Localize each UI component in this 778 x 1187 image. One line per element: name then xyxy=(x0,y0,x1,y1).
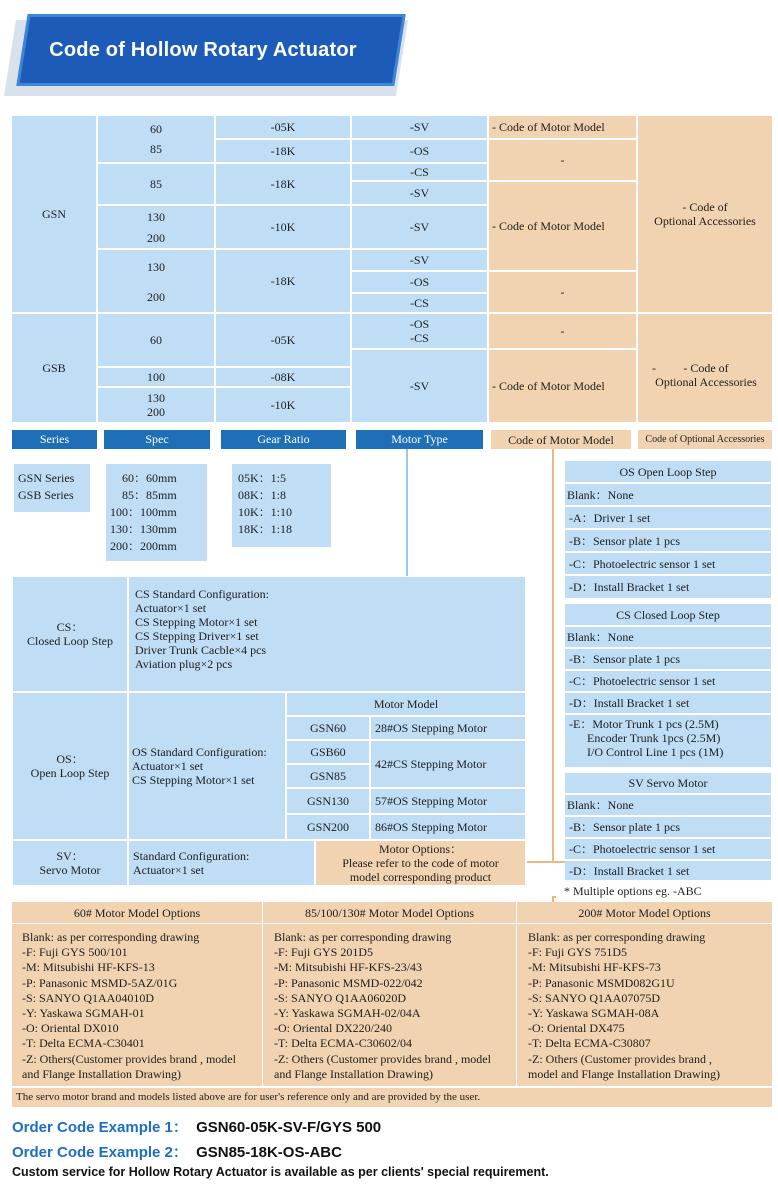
sv-label: SV： Servo Motor xyxy=(12,840,128,886)
motor-type-header: Motor Type xyxy=(356,430,483,449)
cs-description: CS Standard Configuration: Actuator×1 set CS Stepping Motor×1 set CS Stepping Driver×1 set Driver Trunk Cacble×4 pcs Aviation plug×2 pcs xyxy=(128,576,526,692)
type-cell: -OS xyxy=(351,271,488,293)
sv-servo-title: SV Servo Motor xyxy=(565,773,771,794)
model-cell: GSN60 xyxy=(286,716,370,740)
accessory-item: -B：Sensor plate 1 pcs xyxy=(565,530,771,552)
connector-line xyxy=(527,861,565,863)
motor-code-cell: - Code of Motor Model xyxy=(488,181,637,271)
cs-closed-loop-title: CS Closed Loop Step xyxy=(565,604,771,626)
motor-cell: 28#OS Stepping Motor xyxy=(370,716,526,740)
accessory-item: -D：Install Bracket 1 set xyxy=(565,576,771,598)
connector-line xyxy=(406,449,408,576)
series-cell-gsn: GSN xyxy=(11,115,97,313)
spec-cell: 85 xyxy=(97,163,215,205)
series-list xyxy=(14,464,90,512)
list-item: 05K：1:5 xyxy=(238,471,287,485)
order-example-2 xyxy=(12,1141,772,1161)
gear-cell: -18K xyxy=(215,139,351,163)
model-cell: GSN130 xyxy=(286,788,370,814)
accessories-code-cell xyxy=(637,313,773,423)
page-title: Code of Hollow Rotary Actuator xyxy=(49,38,357,61)
type-cell: -SV xyxy=(351,181,488,205)
type-cell: -CS xyxy=(351,163,488,181)
type-cell: -SV xyxy=(351,249,488,271)
spec-cell xyxy=(97,115,215,163)
sv-description: Standard Configuration: Actuator×1 set xyxy=(128,840,315,886)
connector-line xyxy=(554,896,556,898)
accessories-code-cell: - Code of Optional Accessories xyxy=(637,115,773,313)
gear-cell: -05K xyxy=(215,115,351,139)
col-200-title: 200# Motor Model Options xyxy=(517,902,772,924)
col-60-options: Blank: as per corresponding drawing -F: Fuji GYS 500/101 -M: Mitsubishi HF-KFS-13 -P: Panasonic MSMD-5AZ/01G -S: SANYO Q1AA04010D -Y: Yaskawa SGMAH-01 -O: Oriental DX010 -T: Delta ECMA-C30401 -Z: Others(Customer provides brand , model and Flange Installation Drawing) xyxy=(12,924,263,1086)
spec-cell xyxy=(97,249,215,313)
accessory-item: -D：Install Bracket 1 set xyxy=(565,693,771,714)
accessory-item: -C：Photoelectric sensor 1 set xyxy=(565,553,771,575)
spec-cell: 60 xyxy=(97,313,215,367)
col-60-title: 60# Motor Model Options xyxy=(12,902,263,924)
connector-line xyxy=(552,449,554,863)
accessory-item: Blank：None xyxy=(565,795,771,816)
motor-code-cell: - Code of Motor Model xyxy=(488,115,637,139)
motor-code-cell: - xyxy=(488,271,637,313)
type-cell: -SV xyxy=(351,349,488,423)
optional-accessories-code-header: Code of Optional Accessories xyxy=(638,430,772,449)
spec-header: Spec xyxy=(104,430,210,449)
sv-motor-options: Motor Options： Please refer to the code of motor model corresponding product xyxy=(315,840,526,886)
motor-cell: 57#OS Stepping Motor xyxy=(370,788,526,814)
spec-value: 85 xyxy=(150,142,162,156)
multiple-options-note: * Multiple options eg. -ABC xyxy=(564,884,702,898)
list-item: 100：100mm xyxy=(110,505,177,519)
list-item: 200：200mm xyxy=(110,539,177,553)
gear-cell: -10K xyxy=(215,205,351,249)
gear-cell: -10K xyxy=(215,387,351,423)
gear-cell: -18K xyxy=(215,163,351,205)
motor-cell: 86#OS Stepping Motor xyxy=(370,814,526,840)
list-item: 10K：1:10 xyxy=(238,505,293,519)
accessory-item: -E：Motor Trunk 1 pcs (2.5M) Encoder Trunk 1pcs (2.5M) I/O Control Line 1 pcs (1M) xyxy=(565,715,771,767)
type-cell: -OS -CS xyxy=(351,313,488,349)
example-1-code: GSN60-05K-SV-F/GYS 500 xyxy=(196,1119,382,1136)
motor-code-cell: - xyxy=(488,313,637,349)
disclaimer: The servo motor brand and models listed above are for user's reference only and are provided by the user. xyxy=(12,1087,772,1107)
col-200-options: Blank: as per corresponding drawing -F: Fuji GYS 751D5 -M: Mitsubishi HF-KFS-73 -P: Panasonic MSMD082G1U -S: SANYO Q1AA07075D -Y: Yaskawa SGMAH-08A -O: Oriental DX475 -T: Delta ECMA-C30807 -Z: Others (Customer provides brand , model and Flange Installation Drawing) xyxy=(517,924,772,1086)
os-label: OS： Open Loop Step xyxy=(12,692,128,840)
accessory-item: -A：Driver 1 set xyxy=(565,507,771,529)
example-2-label: Order Code Example 2： xyxy=(12,1144,188,1161)
list-item: 60：60mm xyxy=(122,471,177,485)
gear-ratio-list xyxy=(232,464,331,547)
spec-value: 130 xyxy=(147,260,165,274)
os-open-loop-title: OS Open Loop Step xyxy=(565,461,771,483)
motor-cell: 42#CS Stepping Motor xyxy=(370,740,526,788)
accessory-item: Blank：None xyxy=(565,484,771,506)
spec-value: 60 xyxy=(150,122,162,136)
list-item: GSN Series xyxy=(18,471,75,485)
list-item: GSB Series xyxy=(18,488,74,502)
motor-model-header: Motor Model xyxy=(286,692,526,716)
series-cell-gsb: GSB xyxy=(11,313,97,423)
type-cell: -SV xyxy=(351,115,488,139)
series-header: Series xyxy=(12,430,97,449)
spec-value: 200 xyxy=(147,290,165,304)
accessory-item: -C：Photoelectric sensor 1 set xyxy=(565,839,771,860)
spec-cell: 130 200 xyxy=(97,387,215,423)
list-item: 130：130mm xyxy=(110,522,177,536)
model-cell: GSN200 xyxy=(286,814,370,840)
type-cell: -CS xyxy=(351,293,488,313)
os-description: OS Standard Configuration: Actuator×1 set CS Stepping Motor×1 set xyxy=(128,692,286,840)
gear-cell: -05K xyxy=(215,313,351,367)
spec-list xyxy=(106,464,207,561)
gear-cell: -18K xyxy=(215,249,351,313)
type-cell: -OS xyxy=(351,139,488,163)
accessories-code-text: - Code of Optional Accessories xyxy=(655,361,757,389)
spec-value: 130 xyxy=(147,210,165,224)
accessory-item: -D：Install Bracket 1 set xyxy=(565,861,771,880)
accessory-item: -B：Sensor plate 1 pcs xyxy=(565,649,771,670)
accessory-item: -B：Sensor plate 1 pcs xyxy=(565,817,771,838)
custom-service-note: Custom service for Hollow Rotary Actuator is available as per clients' special requirement. xyxy=(12,1165,549,1179)
col-85-130-options: Blank: as per corresponding drawing -F: Fuji GYS 201D5 -M: Mitsubishi HF-KFS-23/43 -P: Panasonic MSMD-022/042 -S: SANYO Q1AA06020D -Y: Yaskawa SGMAH-02/04A -O: Oriental DX220/240 -T: Delta ECMA-C30602/04 -Z: Others (Customer provides brand , model and Flange Installation Drawing) xyxy=(263,924,517,1086)
gear-cell: -08K xyxy=(215,367,351,387)
example-1-label: Order Code Example 1： xyxy=(12,1119,188,1136)
accessory-item: Blank：None xyxy=(565,627,771,648)
spec-cell: 100 xyxy=(97,367,215,387)
motor-code-cell: - xyxy=(488,139,637,181)
order-example-1 xyxy=(12,1116,772,1136)
list-item: 18K：1:18 xyxy=(238,522,293,536)
motor-code-cell: - Code of Motor Model xyxy=(488,349,637,423)
col-85-130-title: 85/100/130# Motor Model Options xyxy=(263,902,517,924)
type-cell: -SV xyxy=(351,205,488,249)
gear-ratio-header: Gear Ratio xyxy=(221,430,346,449)
accessory-item: -C：Photoelectric sensor 1 set xyxy=(565,671,771,692)
list-item: 85：85mm xyxy=(122,488,177,502)
spec-value: 200 xyxy=(147,231,165,245)
model-cell: GSB60 xyxy=(286,740,370,764)
example-2-code: GSN85-18K-OS-ABC xyxy=(196,1144,342,1161)
motor-model-code-header: Code of Motor Model xyxy=(491,430,631,449)
model-cell: GSN85 xyxy=(286,764,370,788)
list-item: 08K：1:8 xyxy=(238,488,287,502)
accessories-dash: - xyxy=(652,361,656,375)
spec-cell xyxy=(97,205,215,249)
cs-label: CS： Closed Loop Step xyxy=(12,576,128,692)
